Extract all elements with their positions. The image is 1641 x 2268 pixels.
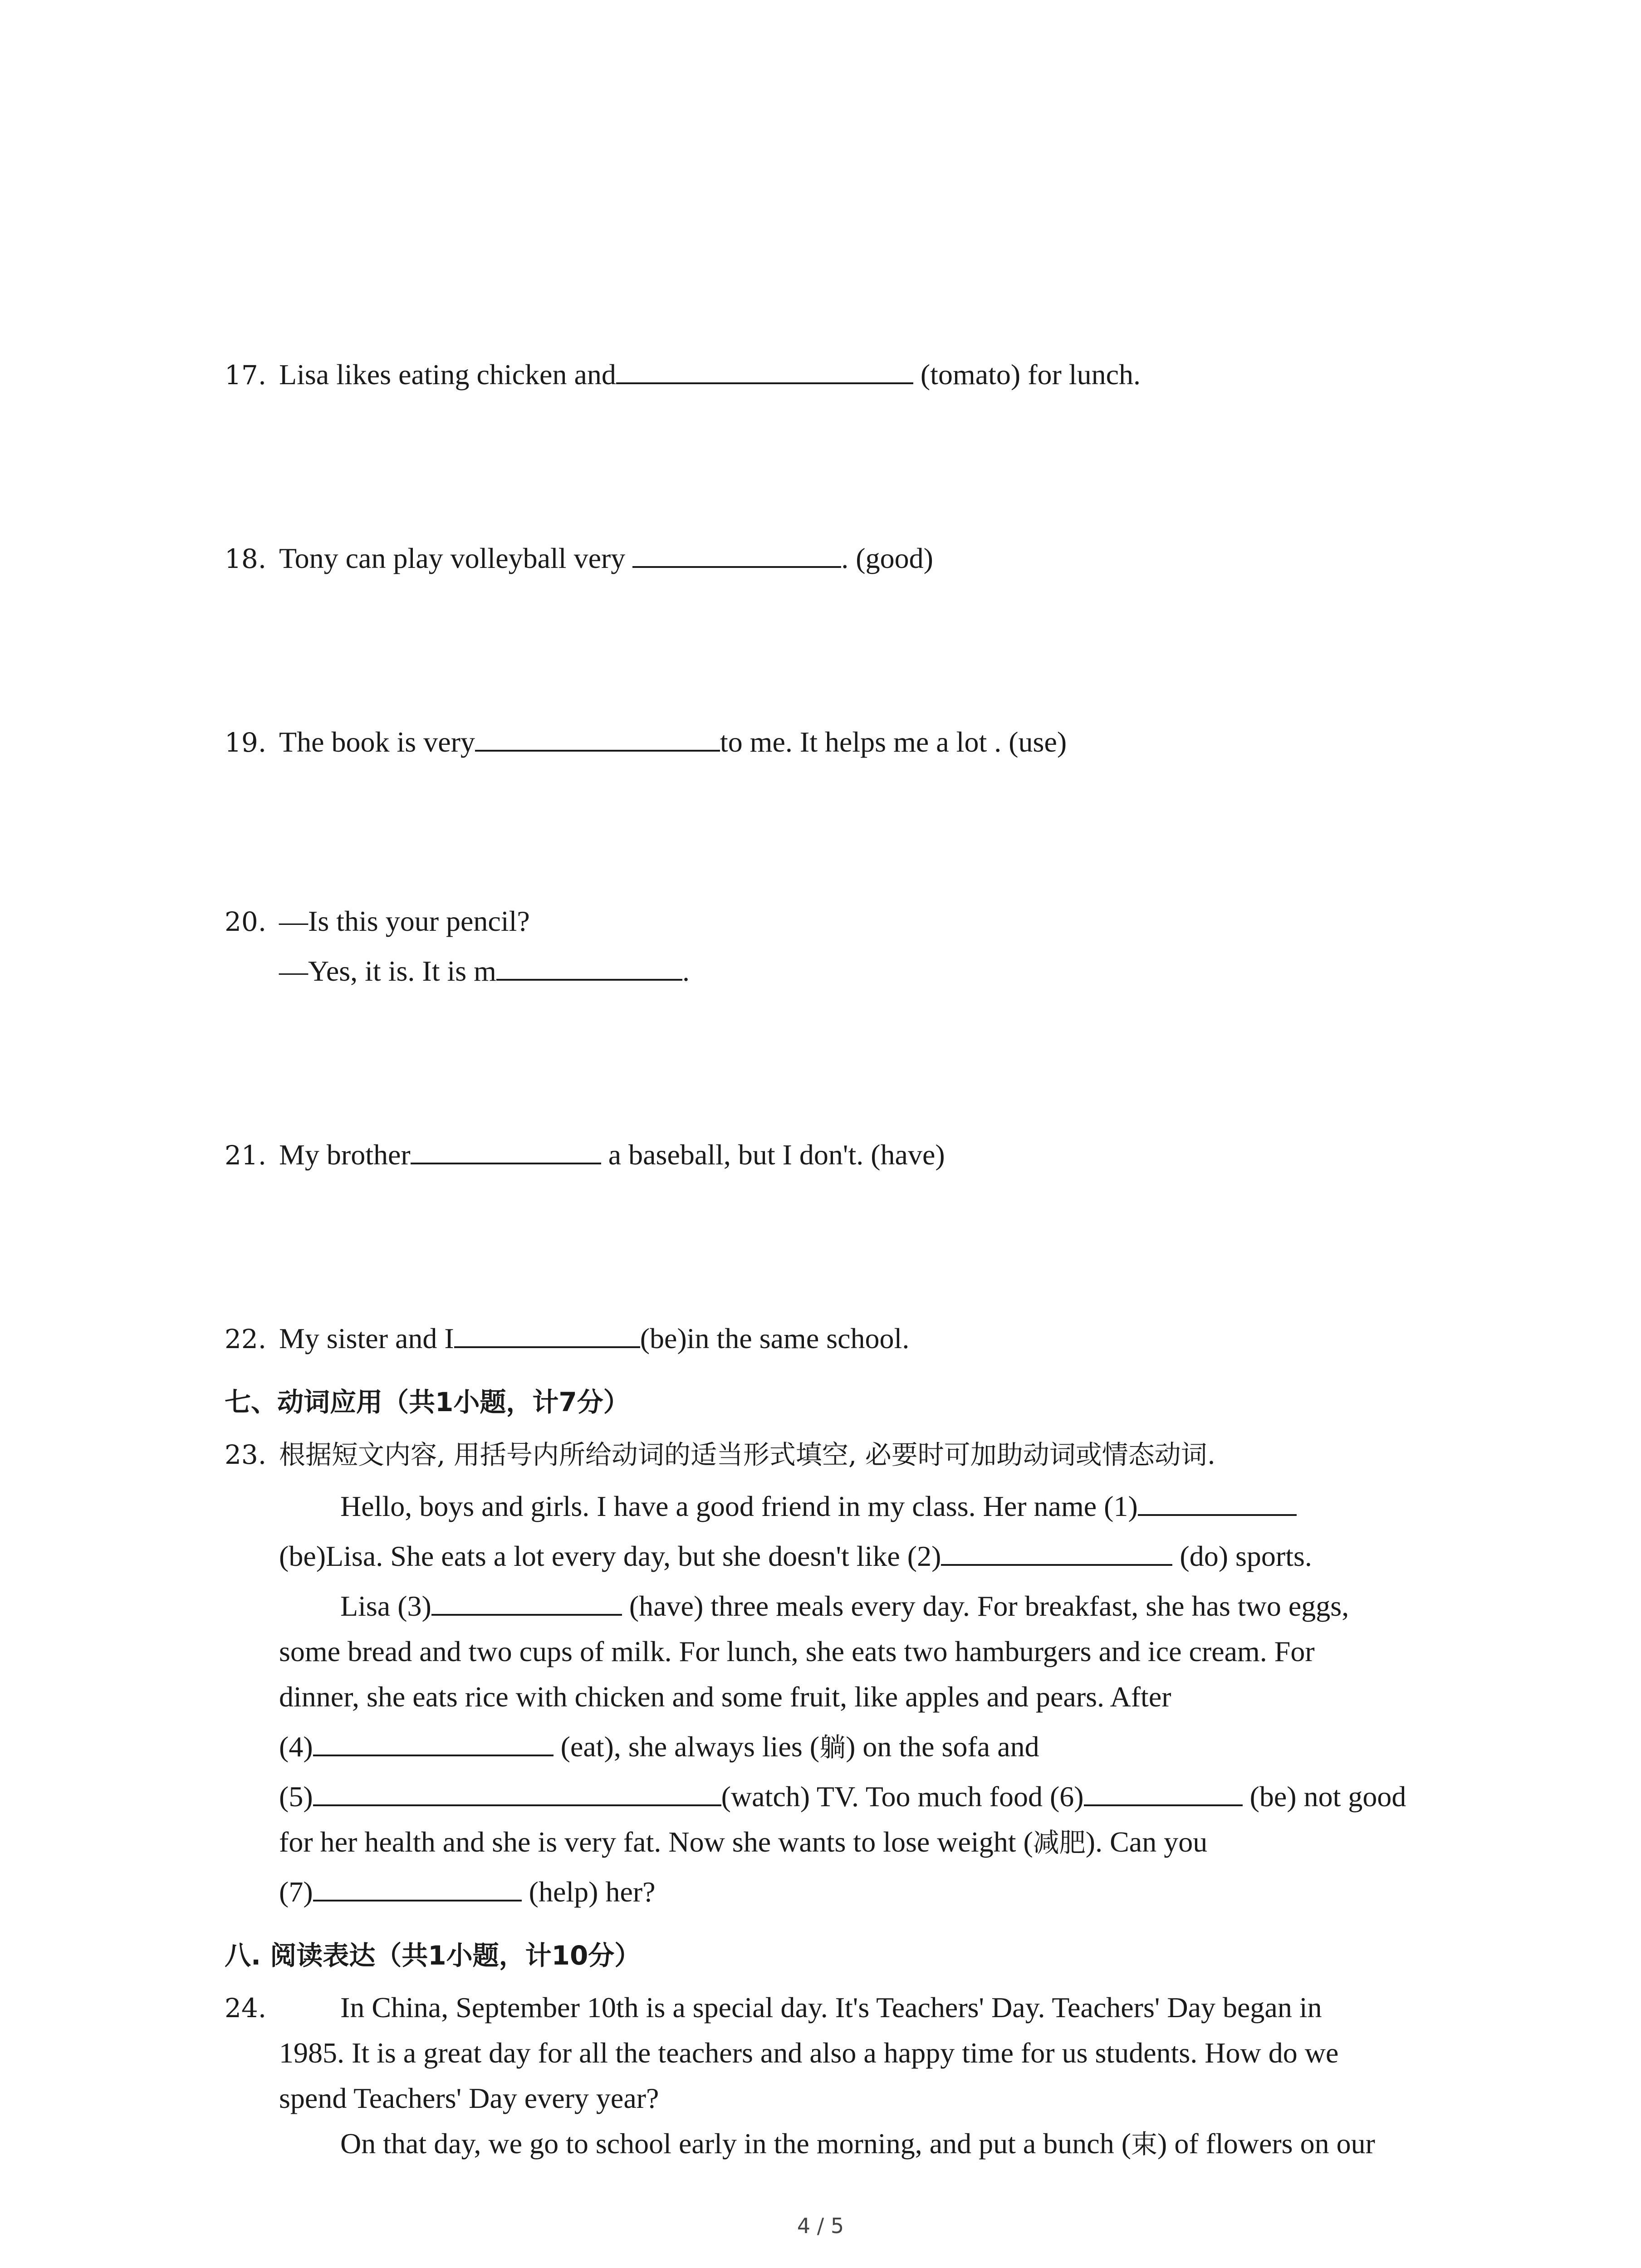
answer-blank[interactable] — [632, 543, 841, 568]
question-number: 21. — [225, 1140, 267, 1171]
question-22: 22. My sister and I (be)in the same school. — [225, 1313, 909, 1364]
blank-4[interactable] — [313, 1731, 554, 1756]
question-20: 20. —Is this your pencil? — [225, 896, 530, 947]
blank-2[interactable] — [941, 1540, 1172, 1566]
question-20-answer-line: —Yes, it is. It is m . — [279, 955, 690, 987]
blank-3[interactable] — [431, 1590, 622, 1616]
question-number: 22. — [225, 1324, 267, 1354]
passage-line-6: (4) (eat), she always lies (躺) on the sofa and — [279, 1730, 1039, 1763]
passage-line-5: dinner, she eats rice with chicken and some fruit, like apples and pears. After — [279, 1681, 1171, 1713]
question-number: 20. — [225, 906, 267, 937]
blank-5[interactable] — [313, 1781, 721, 1806]
question-number: 18. — [225, 543, 267, 574]
instruction-text: 根据短文内容, 用括号内所给动词的适当形式填空, 必要时可加助动词或情态动词. — [279, 1439, 1216, 1470]
answer-blank[interactable] — [496, 955, 682, 981]
question-24: 24. In China, September 10th is a special day. It's Teachers' Day. Teachers' Day began in — [225, 1982, 1322, 2033]
question-21: 21. My brother a baseball, but I don't. (have) — [225, 1129, 945, 1181]
reading-line-4: On that day, we go to school early in the morning, and put a bunch (束) of flowers on our — [340, 2127, 1375, 2160]
blank-6[interactable] — [1084, 1781, 1243, 1806]
question-23 — [225, 1429, 1215, 1480]
question-19: 19. The book is very to me. It helps me a lot . (use) — [225, 717, 1067, 768]
answer-blank[interactable] — [454, 1323, 640, 1348]
blank-7[interactable] — [313, 1876, 522, 1901]
section-7-heading: 七、动词应用（共1小题，计7分） — [225, 1387, 630, 1418]
reading-line-2: 1985. It is a great day for all the teachers and also a happy time for us students. How do we — [279, 2037, 1339, 2069]
page-number: 4 / 5 — [797, 2214, 844, 2238]
question-number: 19. — [225, 727, 267, 758]
section-8-heading: 八. 阅读表达（共1小题，计10分） — [225, 1940, 641, 1971]
question-number: 23. — [225, 1439, 267, 1470]
answer-blank[interactable] — [475, 726, 720, 752]
question-number: 24. — [225, 1993, 267, 2024]
passage-line-7: (5) (watch) TV. Too much food (6) (be) not good — [279, 1780, 1406, 1813]
question-17: 17. Lisa likes eating chicken and (tomato) for lunch. — [225, 349, 1141, 401]
answer-blank[interactable] — [616, 359, 913, 384]
reading-line-3: spend Teachers' Day every year? — [279, 2082, 659, 2114]
blank-1[interactable] — [1138, 1491, 1297, 1516]
answer-blank[interactable] — [411, 1139, 601, 1164]
passage-line-4: some bread and two cups of milk. For lunch, she eats two hamburgers and ice cream. For — [279, 1635, 1315, 1667]
passage-line-1: Hello, boys and girls. I have a good friend in my class. Her name (1) — [340, 1481, 1297, 1532]
passage-line-2: (be)Lisa. She eats a lot every day, but she doesn't like (2) (do) sports. — [279, 1540, 1312, 1572]
passage-line-9: (7) (help) her? — [279, 1876, 656, 1908]
question-number: 17. — [225, 360, 267, 391]
passage-line-3: Lisa (3) (have) three meals every day. For breakfast, she has two eggs, — [340, 1590, 1349, 1622]
passage-line-8: for her health and she is very fat. Now she wants to lose weight (减肥). Can you — [279, 1826, 1208, 1858]
question-18: 18. Tony can play volleyball very . (good) — [225, 533, 933, 584]
